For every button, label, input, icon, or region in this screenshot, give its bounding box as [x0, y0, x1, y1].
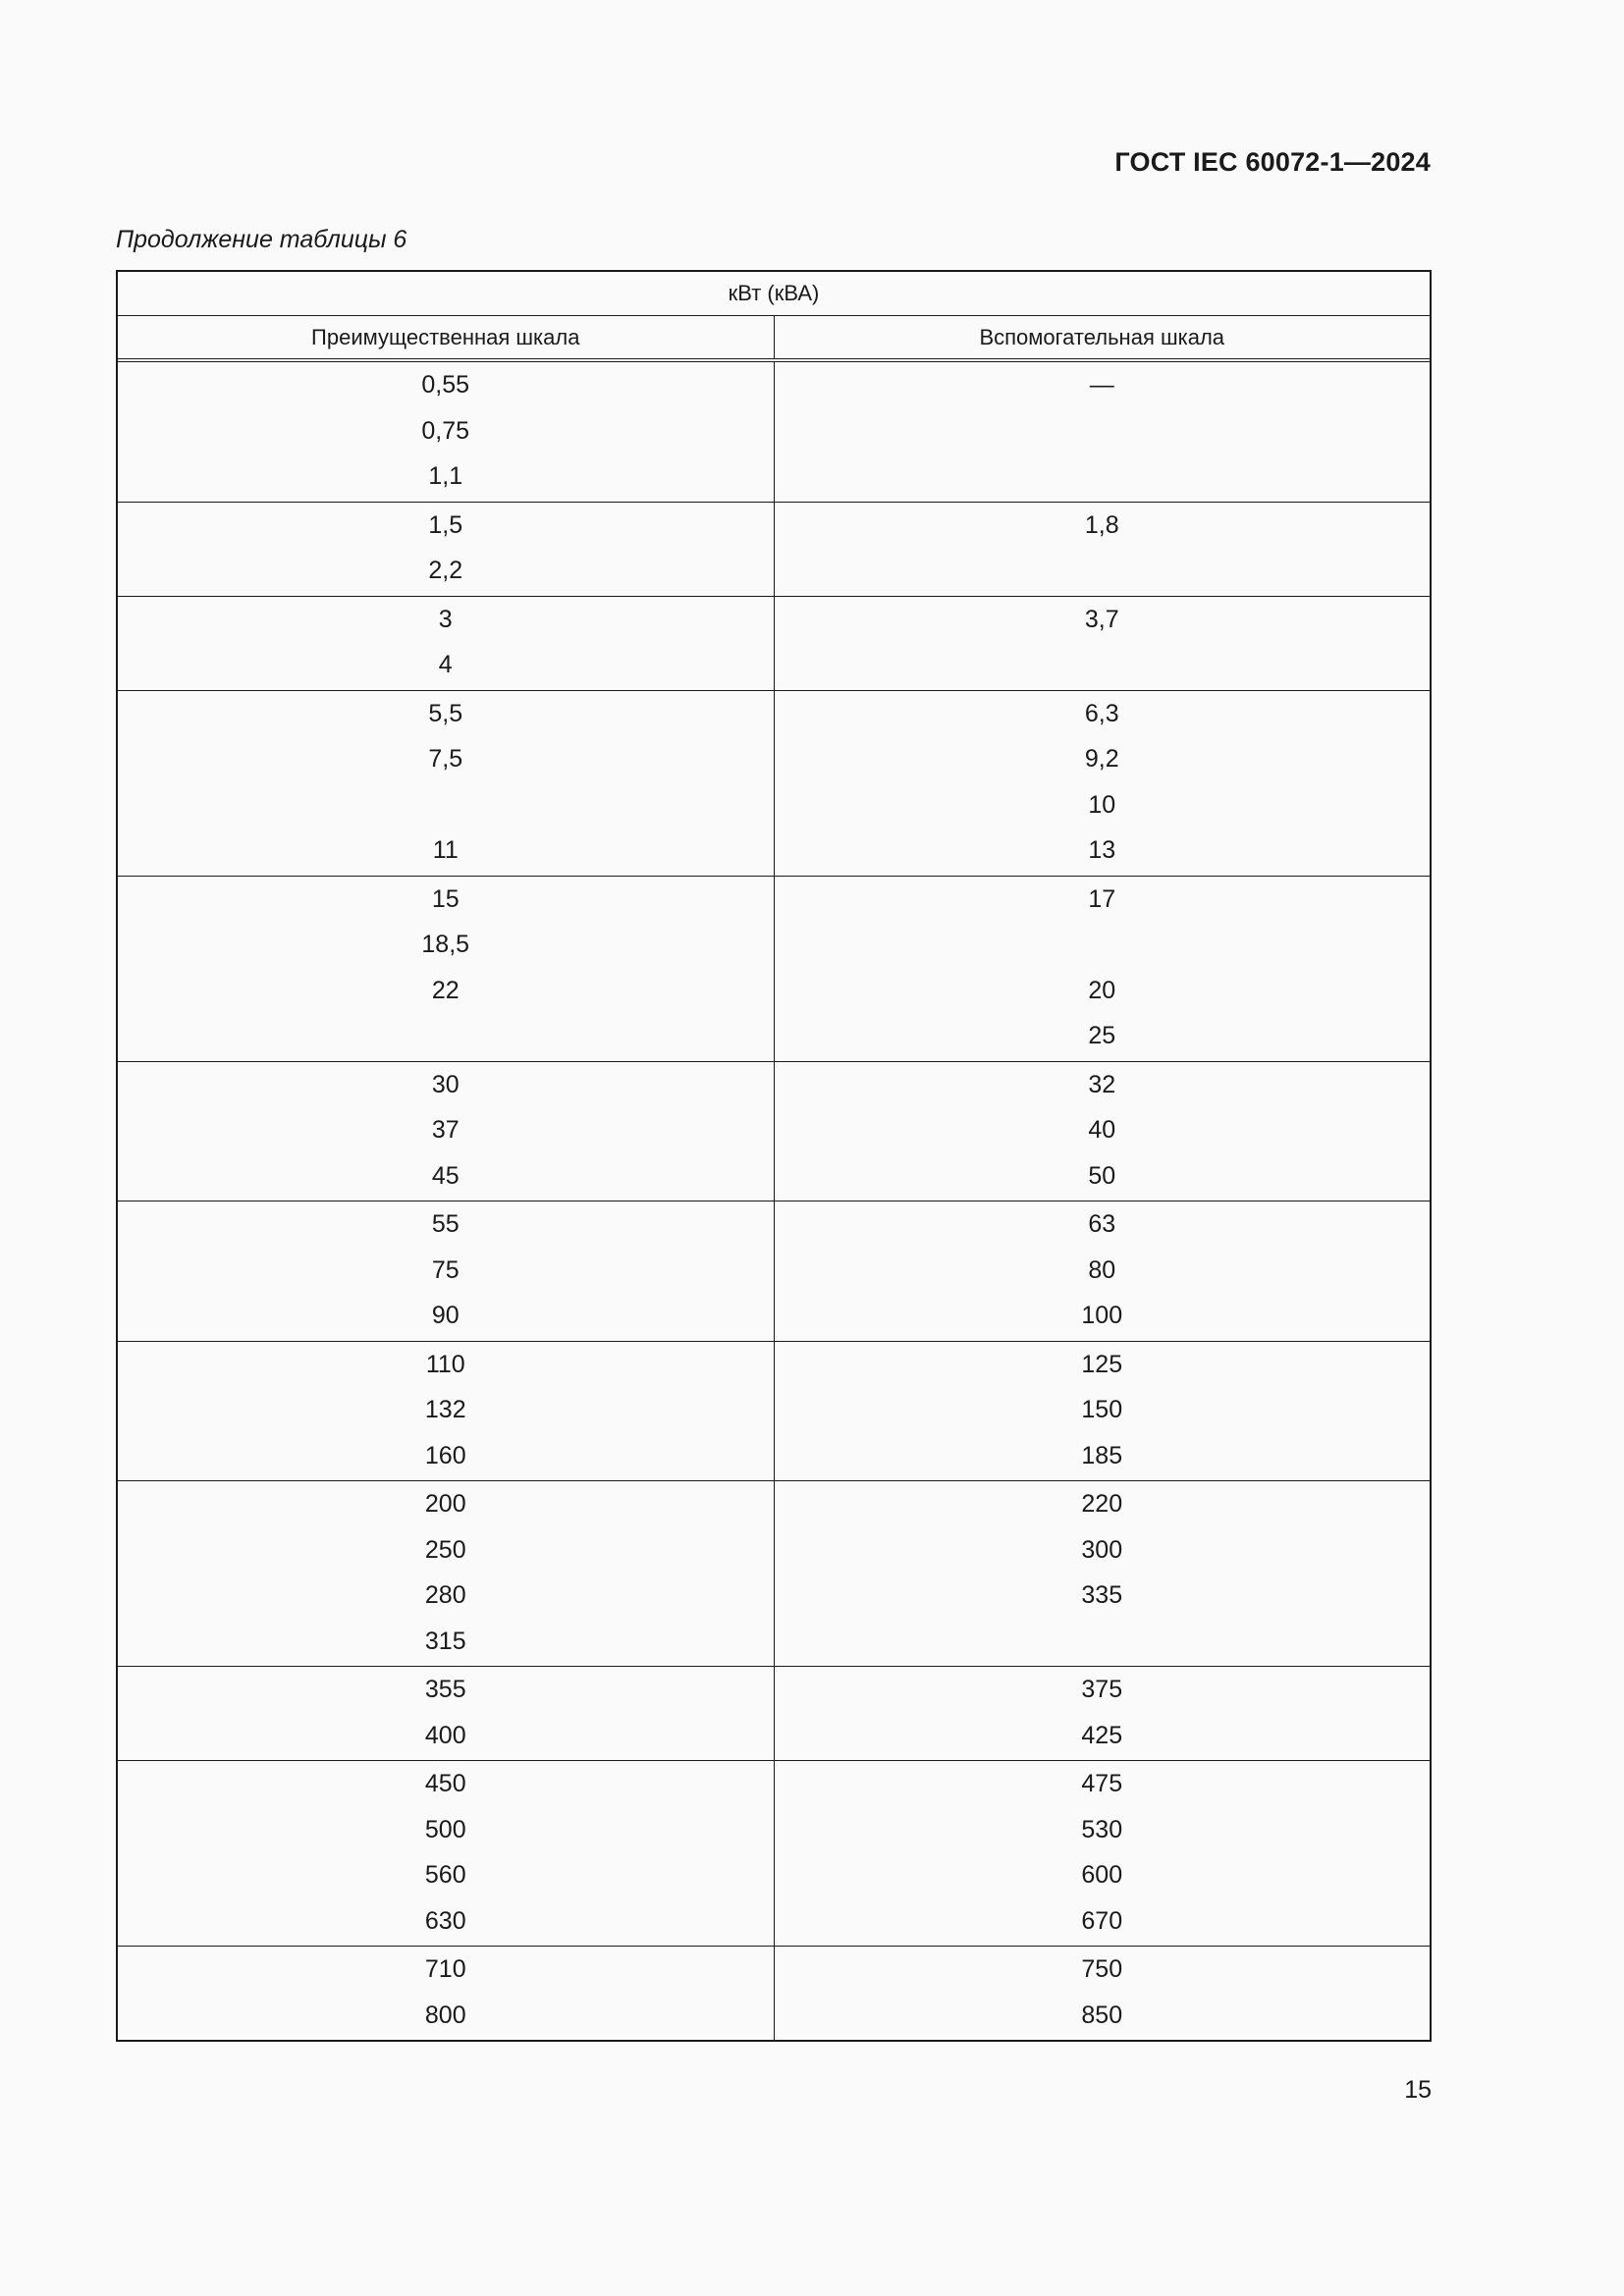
preferred-value: 250: [424, 1535, 466, 1564]
preferred-value: 90: [431, 1302, 460, 1329]
preferred-value: 630: [424, 1906, 466, 1935]
preferred-scale-cell: [118, 1062, 774, 1201]
preferred-value: 30: [431, 1070, 460, 1098]
column-header-supplementary: Вспомогательная шкала: [774, 316, 1431, 358]
table-row-group: [118, 362, 1430, 502]
supplementary-value: 13: [1088, 836, 1116, 864]
table-row-group: [118, 502, 1430, 596]
preferred-value: 450: [424, 1770, 466, 1797]
table-column-headers: [118, 316, 1430, 362]
supplementary-value: 17: [1088, 884, 1116, 913]
table-row-group: [118, 1201, 1430, 1341]
preferred-value: 710: [424, 1955, 466, 1983]
supplementary-scale-cell: [774, 1342, 1431, 1481]
supplementary-scale-cell: [774, 691, 1431, 876]
preferred-value: 280: [424, 1581, 466, 1609]
preferred-value: 0,75: [421, 416, 470, 445]
supplementary-value: 1,8: [1084, 510, 1119, 539]
table-caption: Продолжение таблицы 6: [116, 226, 407, 253]
supplementary-value: [775, 642, 1431, 688]
table-row-group: [118, 1480, 1430, 1666]
supplementary-value: 750: [1081, 1955, 1123, 1983]
supplementary-value: 220: [1081, 1490, 1123, 1518]
preferred-value: 200: [424, 1490, 466, 1518]
supplementary-value: [775, 922, 1431, 968]
preferred-value: 315: [424, 1627, 466, 1655]
supplementary-scale-cell: [774, 1201, 1431, 1341]
preferred-value: 18,5: [421, 931, 470, 958]
supplementary-value: 600: [1081, 1861, 1123, 1889]
preferred-value: 7,5: [428, 745, 463, 773]
preferred-value: 400: [424, 1721, 466, 1749]
page-number: 15: [1404, 2076, 1432, 2104]
preferred-scale-cell: [118, 1667, 774, 1760]
preferred-scale-cell: [118, 1761, 774, 1946]
supplementary-value: [775, 408, 1431, 454]
supplementary-scale-cell: [774, 1667, 1431, 1760]
supplementary-value: 375: [1081, 1676, 1123, 1703]
supplementary-value: 425: [1081, 1721, 1123, 1749]
preferred-scale-cell: [118, 691, 774, 876]
supplementary-value: 670: [1081, 1906, 1123, 1935]
supplementary-value: 10: [1088, 790, 1116, 819]
preferred-value: 0,55: [421, 371, 470, 399]
supplementary-scale-cell: [774, 597, 1431, 690]
supplementary-value: 20: [1088, 976, 1116, 1004]
preferred-value: 3: [438, 605, 453, 633]
supplementary-value: 40: [1088, 1116, 1116, 1144]
preferred-value: 2,2: [428, 557, 463, 584]
supplementary-value: 6,3: [1084, 699, 1119, 727]
document-code: ГОСТ IEC 60072-1—2024: [1114, 147, 1431, 177]
supplementary-scale-cell: [774, 1062, 1431, 1201]
supplementary-value: 32: [1088, 1070, 1116, 1098]
supplementary-value: 50: [1088, 1161, 1116, 1190]
table-row-group: [118, 1760, 1430, 1946]
preferred-value: 160: [424, 1441, 466, 1469]
supplementary-value: 850: [1081, 2001, 1123, 2029]
supplementary-scale-cell: [774, 1947, 1431, 2040]
preferred-scale-cell: [118, 1201, 774, 1341]
supplementary-value: 9,2: [1084, 745, 1119, 773]
preferred-value: 11: [432, 836, 459, 864]
supplementary-value: 80: [1088, 1255, 1116, 1284]
preferred-value: 15: [431, 884, 460, 913]
preferred-value: 22: [431, 976, 460, 1004]
supplementary-scale-cell: [774, 877, 1431, 1061]
preferred-value: 4: [438, 651, 453, 678]
preferred-value: [118, 782, 774, 828]
preferred-scale-cell: [118, 1342, 774, 1481]
supplementary-value: 125: [1081, 1350, 1123, 1378]
supplementary-value: 3,7: [1084, 605, 1119, 633]
table-row-group: [118, 1666, 1430, 1760]
column-header-preferred: Преимущественная шкала: [311, 325, 580, 349]
preferred-value: 132: [424, 1396, 466, 1423]
supplementary-scale-cell: [774, 362, 1431, 502]
preferred-value: 355: [424, 1676, 466, 1703]
preferred-value: 500: [424, 1815, 466, 1843]
table-row-group: [118, 690, 1430, 876]
supplementary-scale-cell: [774, 503, 1431, 596]
preferred-value: 5,5: [428, 699, 463, 727]
supplementary-value: 475: [1081, 1770, 1123, 1797]
table-row-group: [118, 1946, 1430, 2040]
supplementary-scale-cell: [774, 1761, 1431, 1946]
preferred-value: 55: [431, 1210, 460, 1238]
table-unit-header: кВт (кВА): [118, 272, 1430, 316]
table-row-group: [118, 876, 1430, 1061]
preferred-scale-cell: [118, 1481, 774, 1666]
supplementary-value: 25: [1088, 1022, 1116, 1049]
preferred-value: 800: [424, 2001, 466, 2029]
preferred-value: 1,1: [428, 462, 463, 490]
supplementary-value: 100: [1081, 1302, 1123, 1329]
table-row-group: [118, 596, 1430, 690]
table-row-group: [118, 1341, 1430, 1481]
supplementary-value: 150: [1081, 1396, 1123, 1423]
supplementary-value: [775, 1619, 1431, 1665]
supplementary-value: 185: [1081, 1441, 1123, 1469]
supplementary-value: 530: [1081, 1815, 1123, 1843]
preferred-value: 1,5: [428, 510, 463, 539]
preferred-value: 37: [431, 1116, 460, 1144]
preferred-scale-cell: [118, 362, 774, 502]
preferred-scale-cell: [118, 503, 774, 596]
preferred-scale-cell: [118, 597, 774, 690]
supplementary-value: 63: [1088, 1210, 1116, 1238]
preferred-value: 75: [431, 1255, 460, 1284]
preferred-value: 110: [425, 1350, 465, 1378]
preferred-value: 45: [431, 1161, 460, 1190]
table-body: [118, 362, 1430, 2040]
supplementary-scale-cell: [774, 1481, 1431, 1666]
table-row-group: [118, 1061, 1430, 1201]
preferred-value: [118, 1013, 774, 1059]
preferred-value: 560: [424, 1861, 466, 1889]
power-scale-table: [116, 270, 1432, 2042]
preferred-scale-cell: [118, 877, 774, 1061]
supplementary-value: 300: [1081, 1535, 1123, 1564]
supplementary-value: —: [1089, 371, 1114, 399]
preferred-scale-cell: [118, 1947, 774, 2040]
supplementary-value: 335: [1081, 1581, 1123, 1609]
supplementary-value: [775, 454, 1431, 500]
supplementary-value: [775, 548, 1431, 594]
